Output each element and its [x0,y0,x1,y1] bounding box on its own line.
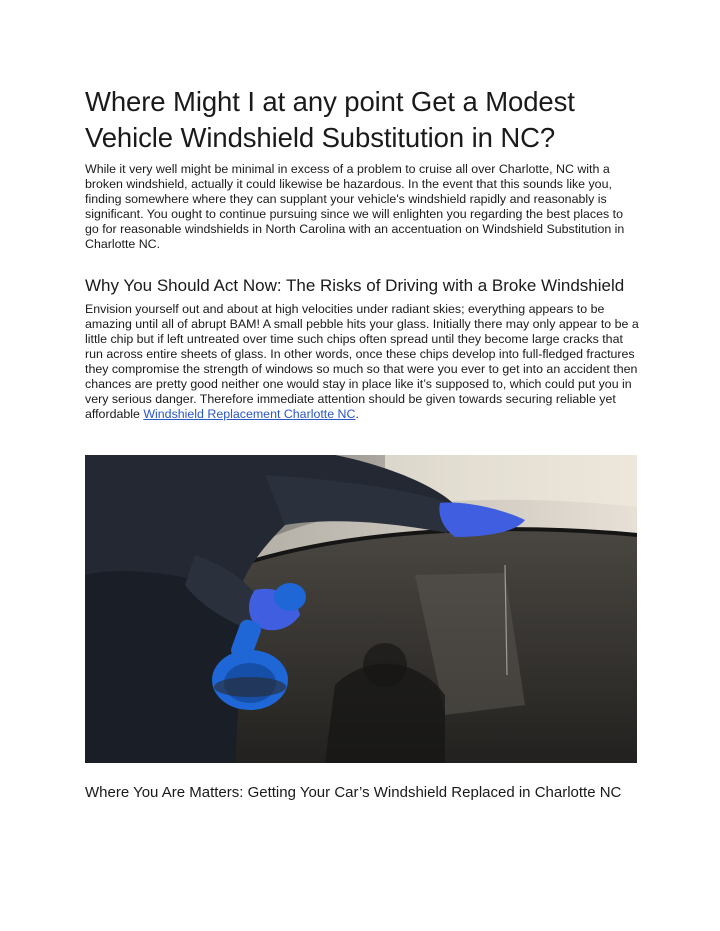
risks-paragraph [85,302,640,422]
section-heading-location: Where You Are Matters: Getting Your Car’s Windshield Replaced in Charlotte NC [85,784,622,801]
section-heading-risks: Why You Should Act Now: The Risks of Driving with a Broke Windshield [85,276,625,295]
intro-paragraph: While it very well might be minimal in excess of a problem to cruise all over Charlotte, NC with a broken windshield, actually it could likewise be hazardous. In the event that this sounds like you, finding somewhere where they can supplant your vehicle's windshield rapidly and reasonably is significant. You ought to continue pursuing since we will enlighten you regarding the best places to go for reasonable windshields in North Carolina with an accentuation on Windshield Substitution in Charlotte NC. [85,162,625,251]
document-page [85,84,640,422]
page-title: Where Might I at any point Get a Modest Vehicle Windshield Substitution in NC? [85,86,575,153]
risks-paragraph-end: . [355,407,359,421]
windshield-repair-photo [85,455,637,763]
windshield-replacement-link[interactable]: Windshield Replacement Charlotte NC [143,407,356,421]
section2-wrapper [85,783,625,802]
risks-paragraph-text: Envision yourself out and about at high velocities under radiant skies; everything appears to be amazing until all of abrupt BAM! A small pebble hits your glass. Initially there may only appear to be a little chip but if left untreated over time such chips often spread until they become large cracks that run across entire sheets of glass. In other words, once these chips develop into full-fledged fractures they compromise the strength of windows so much so that were you ever to get into an accident then chances are pretty good neither one would stay in place like it’s supposed to, which could put you in very serious danger. Therefore immediate attention should be given towards securing reliable yet affordable [85,302,639,421]
